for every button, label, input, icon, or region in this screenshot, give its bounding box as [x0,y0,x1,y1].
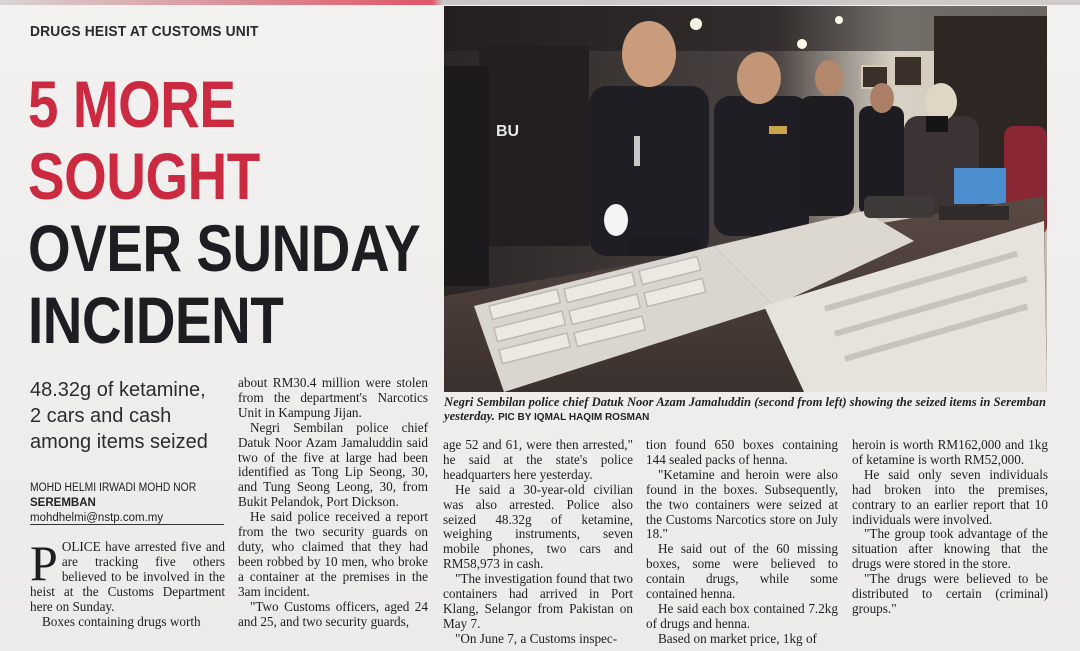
paragraph [30,535,225,615]
body-column-2 [238,376,428,629]
body-column-4 [646,438,838,647]
headline-line-3: OVER SUNDAY [28,211,421,285]
paragraph: tion found 650 boxes containing 144 sealed packs of henna. [646,437,838,467]
caption-text: Negri Sembilan police chief Datuk Noor Azam Jamaluddin (second from left) showing the seized items in Seremban yesterday. [444,395,1046,423]
paragraph: He said police received a report from the two security guards on duty, who claimed that they had been robbed by 10 men, who broke a container at the premises in the 3am incident. [238,509,428,599]
headline-line-4: INCIDENT [28,283,284,357]
paragraph: He said a 30-year-old civilian was also arrested. Police also seized 48.32g of ketamine, weighing instruments, seven mobile phones, two cars and RM58,973 in cash. [443,481,633,572]
paragraph-text: OLICE have arrested five and are tracking five others believed to be involved in the heist at the Customs Department here on Sunday. [30,539,225,614]
deck-line-3: among items seized [30,431,208,453]
photo-uniform-text: BU [496,123,520,140]
deck-line-1: 48.32g of ketamine, [30,379,206,401]
drop-cap: P [30,535,58,591]
paragraph: He said out of the 60 missing boxes, some were believed to contain drugs, while some contained henna. [646,541,838,602]
paragraph: Negri Sembilan police chief Datuk Noor Azam Jamaluddin said two of the five at large had been identified as Tong Lip Seong, 30, and Tung Seong Leong, 30, from Bukit Pelandok, Port Dickson. [238,419,428,510]
paragraph: about RM30.4 million were stolen from the department's Narcotics Unit in Kampung Jijan. [238,375,428,420]
paragraph: Boxes containing drugs worth [42,613,201,629]
byline-rule [30,524,224,525]
paragraph: "The investigation found that two containers had arrived in Port Klang, Selangor from Pakistan on May 7. [443,571,633,631]
byline [30,481,225,526]
paragraph: He said only seven individuals had broken into the premises, contrary to an earlier report that 10 individuals were involved. [852,466,1048,527]
photo-illustration [444,6,1047,392]
news-photo [444,6,1047,392]
paragraph: "Ketamine and heroin were also found in the boxes. Subsequently, the two containers were seized at the Customs Narcotics store on July 18." [646,466,838,542]
top-color-strip [0,0,1080,5]
paragraph: "The drugs were believed to be distributed to certain (criminal) groups." [852,571,1048,616]
paragraph: He said each box contained 7.2kg of drugs and henna. [646,600,838,631]
section-kicker: DRUGS HEIST AT CUSTOMS UNIT [30,23,259,40]
paragraph: heroin is worth RM162,000 and 1kg of ketamine is worth RM52,000. [852,437,1048,467]
paragraph: age 52 and 61, were then arrested," he said at the state's police headquarters here yesterday. [443,437,633,482]
deck-line-2: 2 cars and cash [30,405,172,427]
paragraph: "The group took advantage of the situation after knowing that the drugs were stored in the store. [852,526,1048,572]
byline-email: mohdhelmi@nstp.com.my [30,512,164,524]
body-column-5 [852,438,1048,617]
subheadline-deck [30,377,230,455]
headline-line-1: 5 MORE [28,67,236,141]
body-column-1 [30,535,225,629]
byline-author: MOHD HELMI IRWADI MOHD NOR [30,482,197,494]
byline-dateline: SEREMBAN [30,497,96,509]
headline-line-2: SOUGHT [28,139,260,213]
photo-caption [444,395,1054,425]
paragraph: "On June 7, a Customs inspec- [455,630,618,646]
paragraph: Based on market price, 1kg of [658,630,817,646]
paragraph: "Two Customs officers, aged 24 and 25, and two security guards, [238,598,428,629]
body-column-3 [443,438,633,647]
photo-credit: PIC BY IQMAL HAQIM ROSMAN [498,412,650,423]
headline [28,68,438,356]
